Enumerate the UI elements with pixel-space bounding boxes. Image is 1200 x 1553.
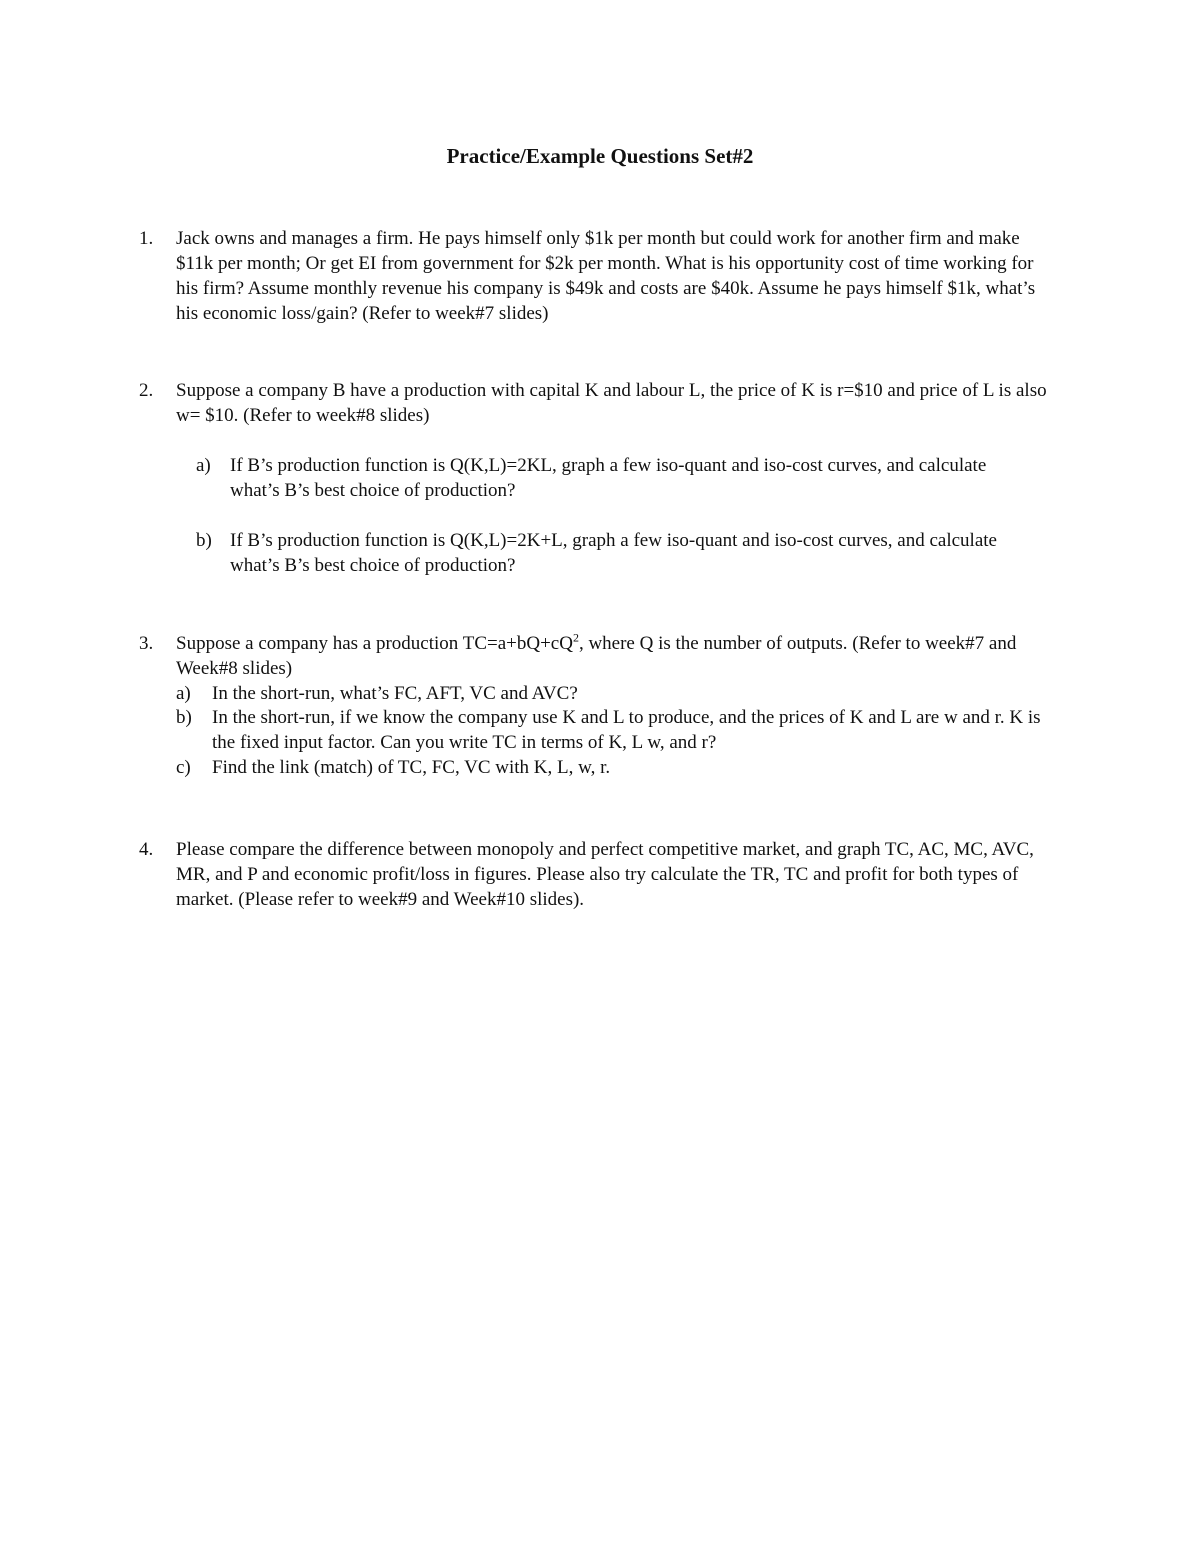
part-letter: b): [196, 530, 212, 551]
question-2-part-a: [196, 453, 1036, 503]
part-text: If B’s production function is Q(K,L)=2K+L, graph a few iso-quant and iso-cost curves, and calculate what’s B’s best choice of production?: [230, 530, 997, 576]
question-text: [176, 631, 1059, 681]
part-text: In the short-run, what’s FC, AFT, VC and AVC?: [212, 683, 578, 704]
question-2-part-b: [196, 528, 1036, 578]
question-text-end: , where Q is the number of outputs. (Refer to week#7 and Week#8 slides): [176, 633, 1017, 679]
question-text: Please compare the difference between monopoly and perfect competitive market, and graph TC, AC, MC, AVC, MR, and P and economic profit/loss in figures. Please also try calculate the TR, TC and profit for both types of market. (Please refer to week#9 and Week#10 slides).: [176, 839, 1034, 910]
question-number: 2.: [139, 380, 154, 401]
part-letter: a): [196, 455, 211, 476]
part-letter: a): [176, 683, 191, 704]
part-letter: c): [176, 757, 191, 778]
part-text: If B’s production function is Q(K,L)=2KL, graph a few iso-quant and iso-cost curves, and calculate what’s B’s best choice of production?: [230, 455, 987, 501]
question-text: Suppose a company B have a production with capital K and labour L, the price of K is r=$10 and price of L is also w= $10. (Refer to week#8 slides): [176, 380, 1047, 426]
question-2: [139, 378, 1059, 428]
question-3-part-a: [176, 681, 1016, 706]
question-3-part-c: [176, 755, 1016, 780]
question-text: Jack owns and manages a firm. He pays himself only $1k per month but could work for another firm and make $11k per month; Or get EI from government for $2k per month. What is his opportunity cost of time working for his firm? Assume monthly revenue his company is $49k and costs are $40k. Assume he pays himself $1k, what’s his economic loss/gain? (Refer to week#7 slides): [176, 228, 1036, 324]
question-4: [139, 837, 1059, 912]
question-number: 1.: [139, 228, 154, 249]
question-1: [139, 226, 1059, 326]
superscript: 2: [572, 630, 579, 645]
question-text-start: Suppose a company has a production TC=a+bQ+cQ: [176, 633, 573, 654]
question-number: 4.: [139, 839, 154, 860]
page-title: Practice/Example Questions Set#2: [446, 144, 754, 168]
question-3: [139, 631, 1059, 681]
question-3-part-b: [176, 705, 1056, 755]
part-text: In the short-run, if we know the company use K and L to produce, and the prices of K and L are w and r. K is the fixed input factor. Can you write TC in terms of K, L w, and r?: [212, 707, 1041, 753]
question-number: 3.: [139, 633, 154, 654]
part-text: Find the link (match) of TC, FC, VC with K, L, w, r.: [212, 757, 611, 778]
part-letter: b): [176, 707, 192, 728]
